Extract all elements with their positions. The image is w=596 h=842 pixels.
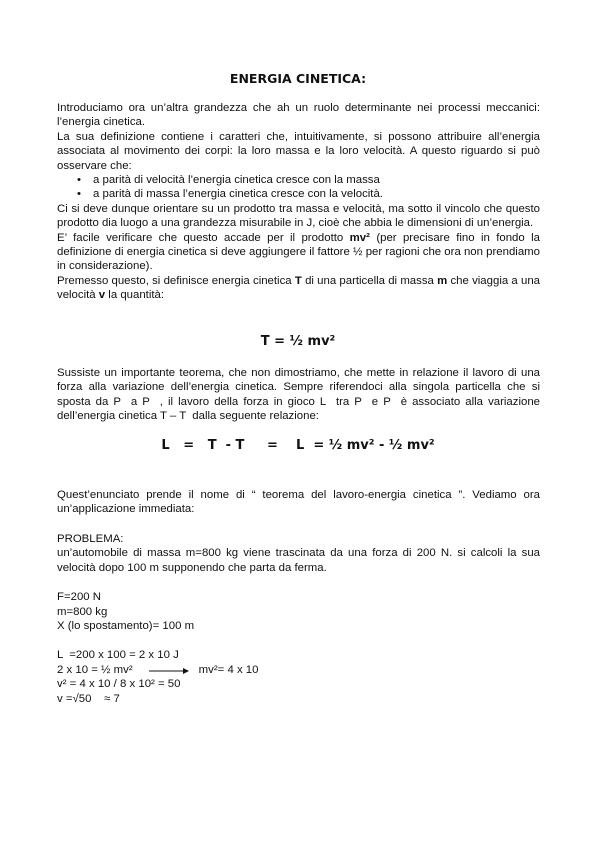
text-span: (per precisare fino in fondo la definizione di energia cinetica si deve aggiungere il fattore ½ per ragioni che ora non prendiamo in considerazione).: [57, 231, 540, 273]
text-span: la quantità:: [105, 289, 165, 302]
bold-term: v: [98, 289, 106, 302]
step-velocity: v =√50 ≈ 7: [57, 692, 120, 705]
text-span: 2 x 10 = ½ mv²: [57, 663, 133, 676]
given-force: F=200 N: [57, 591, 102, 604]
step-work: L =200 x 100 = 2 x 10 J: [57, 649, 179, 662]
text-span: E’ facile verificare che questo accade per il prodotto: [57, 231, 350, 244]
text-span: che viaggia a una velocità: [57, 274, 540, 302]
intro-paragraph-1: Introduciamo ora un’altra grandezza che ah un ruolo determinante nei processi meccanici: l’energia cinetica.: [57, 102, 540, 129]
intro-paragraph-3: Ci si deve dunque orientare su un prodotto tra massa e velocità, ma sotto il vincolo che questo prodotto dia luogo a una grandezza misurabile in J, cioè che abbia le dimensioni di un’energia.: [57, 202, 540, 230]
theorem-paragraph: Sussiste un importante teorema, che non dimostriamo, che mette in relazione il lavoro di una forza alla variazione dell’energia cinetica. Sempre riferendoci alla singola particella che si sposta da P a P , il lavoro della forza in gioco L tra P e P è associato alla variazione dell’energia cinetica T – T dalla seguente relazione:: [57, 367, 544, 423]
text-span: Premesso questo, si definisce energia cinetica: [57, 274, 295, 287]
given-displacement: X (lo spostamento)= 100 m: [57, 620, 195, 633]
given-mass: m=800 kg: [57, 605, 108, 618]
bold-term: T: [294, 274, 302, 287]
step-equation: [57, 663, 540, 677]
kinetic-energy-formula: T = ½ mv²: [260, 334, 336, 349]
intro-paragraph-5: [57, 274, 540, 303]
list-item: • a parità di velocità l’energia cinetica cresce con la massa: [93, 173, 540, 187]
list-item: • a parità di massa l’energia cinetica cresce con la velocità.: [93, 187, 540, 201]
problem-text: un’automobile di massa m=800 kg viene trascinata da una forza di 200 N. si calcoli la sua velocità dopo 100 m supponendo che parta da ferma.: [57, 547, 540, 574]
arrow-right-icon: [149, 665, 189, 675]
intro-section: [57, 101, 540, 303]
theorem-section: [57, 366, 544, 424]
work-energy-formula: L = T - T = L = ½ mv² - ½ mv²: [161, 438, 435, 453]
bold-term: mv²: [349, 231, 370, 244]
page-title: ENERGIA CINETICA:: [229, 71, 367, 86]
naming-paragraph: Quest’enunciato prende il nome di “ teorema del lavoro-energia cinetica ”. Vediamo ora un’applicazione immediata:: [57, 489, 540, 516]
step-velocity-squared: v² = 4 x 10 / 8 x 10² = 50: [57, 678, 181, 691]
bullet-list: [57, 173, 540, 202]
intro-paragraph-4: [57, 231, 540, 274]
naming-section: [57, 488, 540, 517]
problem-section: [57, 532, 540, 706]
intro-paragraph-2: La sua definizione contiene i caratteri che, intuitivamente, si possono attribuire all’energia associata al movimento dei corpi: la loro massa e la loro velocità. A questo riguardo si può osservare che:: [57, 130, 540, 172]
problem-heading: PROBLEMA:: [57, 533, 124, 545]
bold-term: m: [437, 274, 448, 287]
text-span: mv²= 4 x 10: [198, 663, 259, 676]
text-span: di una particella di massa: [301, 274, 438, 287]
